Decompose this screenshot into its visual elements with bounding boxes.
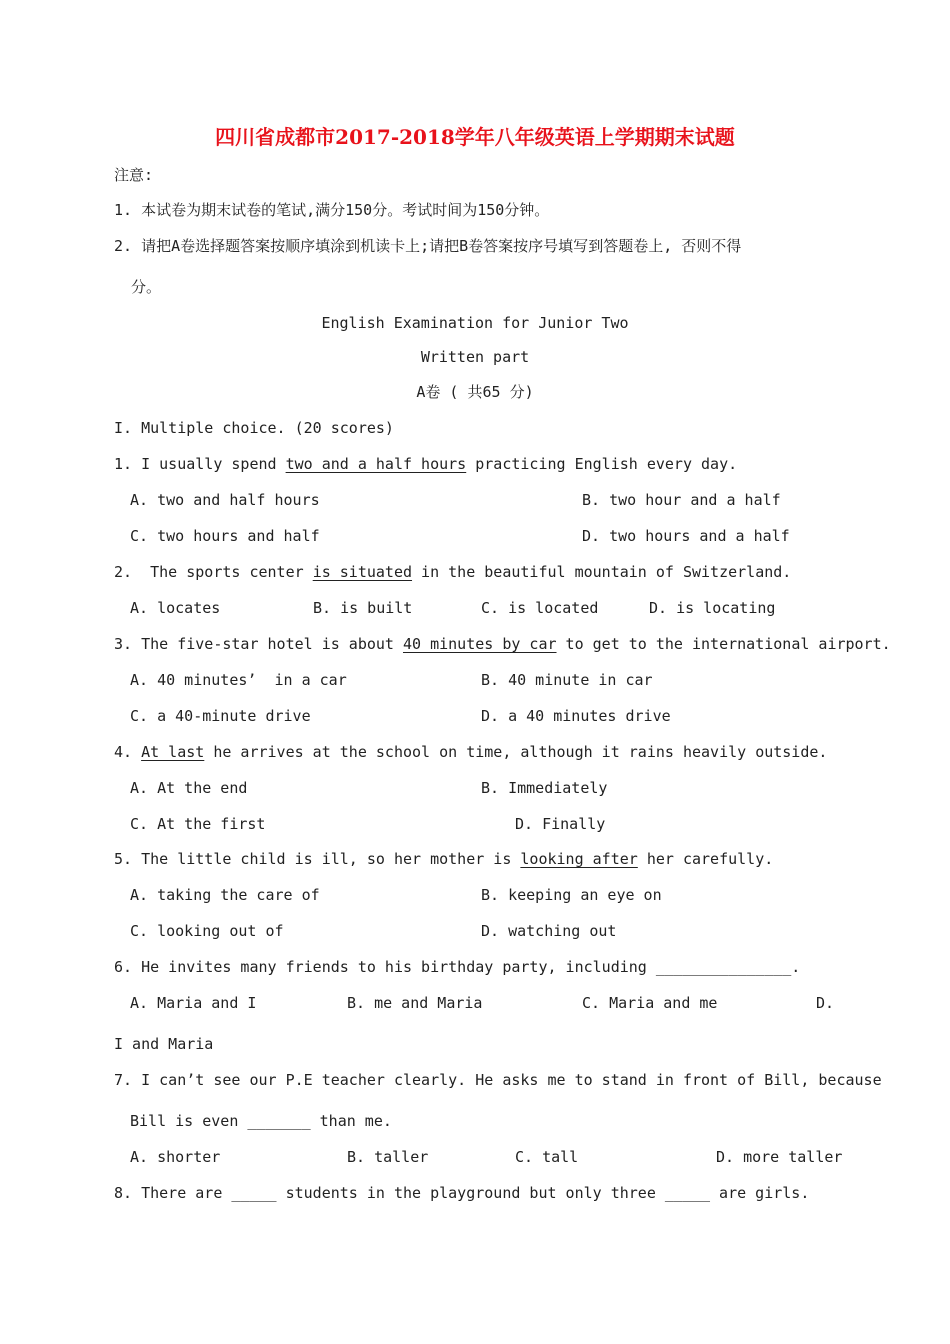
option-c: C. tall xyxy=(515,1148,579,1166)
underlined-phrase: is situated xyxy=(312,563,413,581)
option-b: B. taller xyxy=(347,1148,429,1166)
question-3 xyxy=(114,634,891,654)
question-1 xyxy=(114,454,737,474)
question-6: 6. He invites many friends to his birthday party, including _______________. xyxy=(114,958,801,976)
option-b: B. keeping an eye on xyxy=(481,886,662,904)
notice-heading: 注意: xyxy=(114,166,154,184)
option-a: A. 40 minutes’ in a car xyxy=(130,671,347,689)
option-a: A. two and half hours xyxy=(130,491,320,509)
option-a: A. locates xyxy=(130,599,221,617)
question-text: to get to the international airport. xyxy=(556,635,891,653)
option-c: C. looking out of xyxy=(130,922,284,940)
question-7-continued: Bill is even _______ than me. xyxy=(130,1112,392,1130)
option-d: D. is locating xyxy=(649,599,776,617)
question-5 xyxy=(114,849,773,869)
section-a-heading: A卷 ( 共65 分) xyxy=(416,383,534,401)
option-d: D. xyxy=(816,994,835,1012)
underlined-phrase: 40 minutes by car xyxy=(402,635,557,653)
question-text: her carefully. xyxy=(637,850,774,868)
option-d: D. watching out xyxy=(481,922,617,940)
question-text: 5. The little child is ill, so her mother is xyxy=(114,850,521,868)
option-a: A. At the end xyxy=(130,779,248,797)
option-c: C. Maria and me xyxy=(582,994,718,1012)
exam-subtitle: Written part xyxy=(420,348,530,366)
question-text: in the beautiful mountain of Switzerland. xyxy=(412,563,792,581)
option-c: C. two hours and half xyxy=(130,527,320,545)
option-a: A. taking the care of xyxy=(130,886,320,904)
notice-item-2-continued: 分。 xyxy=(131,278,162,296)
part-1-heading: I. Multiple choice. (20 scores) xyxy=(114,419,394,437)
question-text: practicing English every day. xyxy=(466,455,738,473)
option-c: C. At the first xyxy=(130,815,266,833)
option-b: B. two hour and a half xyxy=(582,491,781,509)
question-text: 4. xyxy=(114,743,142,761)
option-c: C. is located xyxy=(481,599,599,617)
option-a: A. shorter xyxy=(130,1148,221,1166)
question-4 xyxy=(114,742,827,762)
option-b: B. me and Maria xyxy=(347,994,483,1012)
option-d: D. Finally xyxy=(515,815,606,833)
option-d-continued: I and Maria xyxy=(114,1035,214,1053)
underlined-phrase: two and a half hours xyxy=(285,455,467,473)
option-b: B. Immediately xyxy=(481,779,608,797)
question-text: 2. The sports center xyxy=(114,563,313,581)
option-d: D. two hours and a half xyxy=(582,527,790,545)
option-c: C. a 40-minute drive xyxy=(130,707,311,725)
question-8: 8. There are _____ students in the playground but only three _____ are girls. xyxy=(114,1184,810,1202)
question-text: he arrives at the school on time, although it rains heavily outside. xyxy=(204,743,828,761)
option-d: D. more taller xyxy=(716,1148,843,1166)
question-text: 3. The five-star hotel is about xyxy=(114,635,403,653)
underlined-phrase: At last xyxy=(141,743,205,761)
notice-item-1: 1. 本试卷为期末试卷的笔试,满分150分。考试时间为150分钟。 xyxy=(114,201,550,219)
option-d: D. a 40 minutes drive xyxy=(481,707,671,725)
question-text: 1. I usually spend xyxy=(114,455,286,473)
exam-title-english: English Examination for Junior Two xyxy=(321,314,629,332)
option-b: B. is built xyxy=(313,599,413,617)
exam-title-chinese: 四川省成都市2017-2018学年八年级英语上学期期末试题 xyxy=(215,125,735,149)
notice-item-2: 2. 请把A卷选择题答案按顺序填涂到机读卡上;请把B卷答案按序号填写到答题卷上, 否则不得 xyxy=(114,237,742,255)
option-b: B. 40 minute in car xyxy=(481,671,653,689)
option-a: A. Maria and I xyxy=(130,994,257,1012)
question-7: 7. I can’t see our P.E teacher clearly. He asks me to stand in front of Bill, because xyxy=(114,1071,882,1089)
question-2 xyxy=(114,562,791,582)
underlined-phrase: looking after xyxy=(520,850,638,868)
